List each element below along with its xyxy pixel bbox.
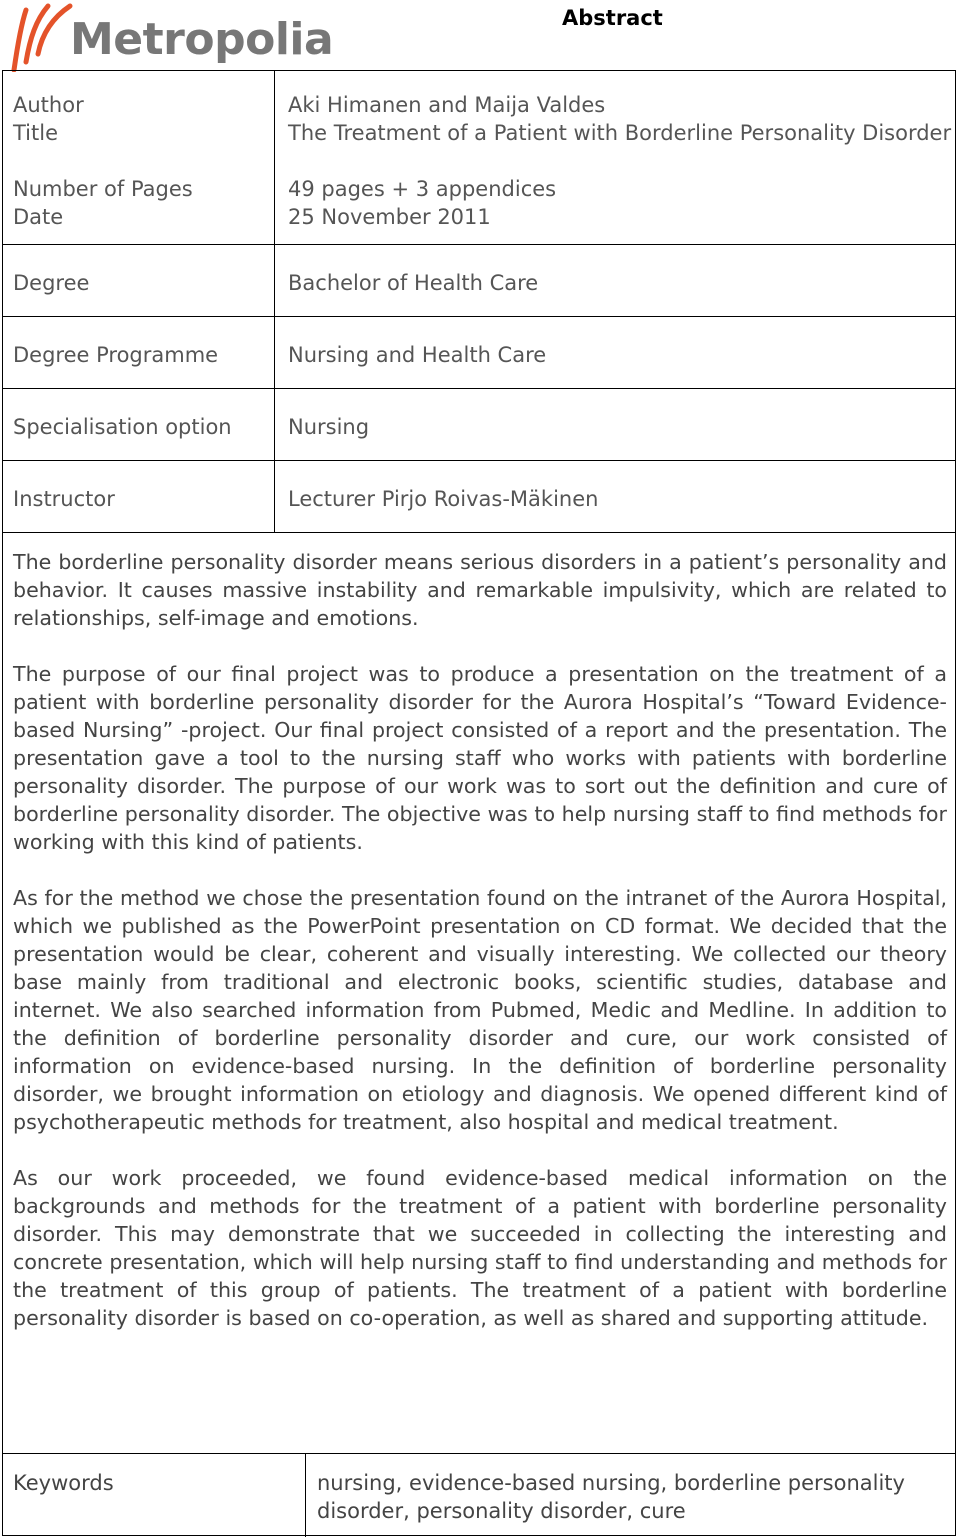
logo-wordmark: Metropolia xyxy=(70,14,334,65)
date-value: 25 November 2011 xyxy=(288,205,491,229)
abstract-paragraph: The purpose of our final project was to produce a presentation on the treatment of a patient with borderline personality disorder for the Aurora Hospital’s “Toward Evidence-based Nursing” -project. Our final project consisted of a report and the presentation. The presentation gave a tool to the nursing staff who works with patients with borderline personality disorder. The purpose of our work was to sort out the definition and cure of borderline personality disorder. The objective was to help nursing staff to find methods for working with this kind of patients. xyxy=(13,662,947,854)
row-divider xyxy=(3,316,955,317)
title-value: The Treatment of a Patient with Borderline Personality Disorder xyxy=(288,121,952,145)
instructor-value: Lecturer Pirjo Roivas-Mäkinen xyxy=(288,487,599,511)
row-divider xyxy=(3,460,955,461)
row-divider xyxy=(3,1453,955,1454)
logo-mark-icon xyxy=(8,2,78,72)
title-label: Title xyxy=(13,121,59,145)
row-divider xyxy=(3,532,955,533)
specialisation-value: Nursing xyxy=(288,415,370,439)
pages-label: Number of Pages xyxy=(13,177,193,201)
date-label: Date xyxy=(13,205,64,229)
abstract-body xyxy=(13,548,947,1360)
programme-value: Nursing and Health Care xyxy=(288,343,547,367)
degree-label: Degree xyxy=(13,271,90,295)
keywords-label: Keywords xyxy=(13,1471,114,1495)
column-divider xyxy=(274,71,275,532)
degree-value: Bachelor of Health Care xyxy=(288,271,539,295)
author-value: Aki Himanen and Maija Valdes xyxy=(288,93,606,117)
metropolia-logo xyxy=(8,2,334,72)
specialisation-label: Specialisation option xyxy=(13,415,232,439)
row-divider xyxy=(3,244,955,245)
column-divider xyxy=(305,1453,306,1537)
instructor-label: Instructor xyxy=(13,487,115,511)
author-label: Author xyxy=(13,93,84,117)
page-heading: Abstract xyxy=(562,6,663,30)
programme-label: Degree Programme xyxy=(13,343,219,367)
pages-value: 49 pages + 3 appendices xyxy=(288,177,557,201)
abstract-form xyxy=(2,70,956,1536)
keywords-value: nursing, evidence-based nursing, borderline personality disorder, personality disorder, cure xyxy=(317,1471,905,1523)
abstract-paragraph: As our work proceeded, we found evidence-based medical information on the backgrounds and methods for the treatment of a patient with borderline personality disorder. This may demonstrate that we succeeded in collecting the interesting and concrete presentation, which will help nursing staff to find understanding and methods for the treatment of this group of patients. The treatment of a patient with borderline personality disorder is based on co-operation, as well as shared and supporting attitude. xyxy=(13,1166,947,1330)
abstract-paragraph: As for the method we chose the presentation found on the intranet of the Aurora Hospital, which we published as the PowerPoint presentation on CD format. We decided that the presentation would be clear, coherent and visually interesting. We collected our theory base mainly from traditional and electronic books, scientific studies, database and internet. We also searched information from Pubmed, Medic and Medline. In addition to the definition of borderline personality disorder and cure, our work consisted of information on evidence-based nursing. In the definition of borderline personality disorder, we brought information on etiology and diagnosis. We opened different kind of psychotherapeutic methods for treatment, also hospital and medical treatment. xyxy=(13,886,947,1134)
row-divider xyxy=(3,388,955,389)
abstract-paragraph: The borderline personality disorder means serious disorders in a patient’s personality and behavior. It causes massive instability and remarkable impulsivity, which are related to relationships, self-image and emotions. xyxy=(13,550,947,630)
